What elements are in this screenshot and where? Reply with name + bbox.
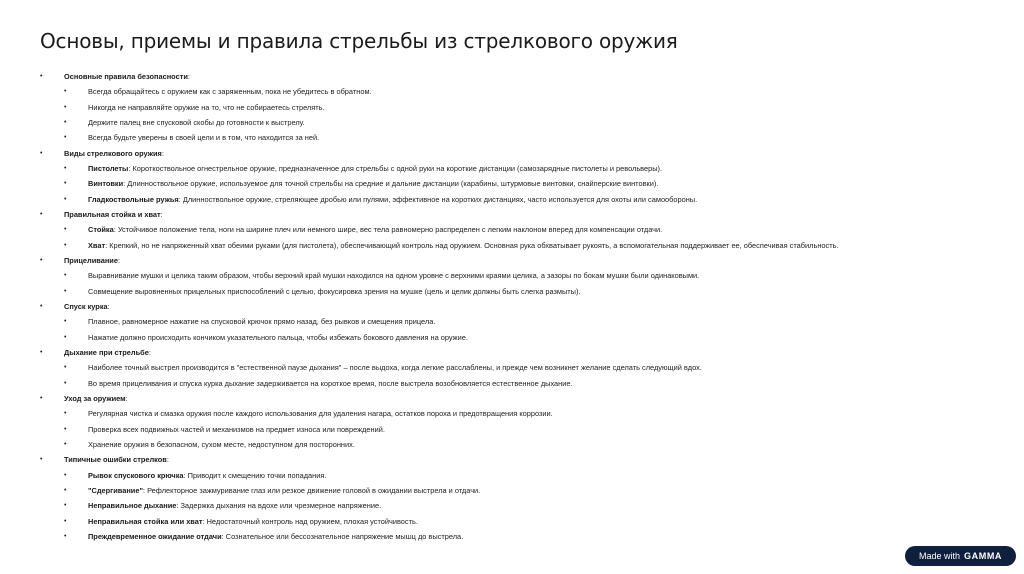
item-body: Задержка дыхания на вдохе или чрезмерное напряжение. — [180, 501, 382, 511]
made-with-gamma-badge[interactable] — [905, 546, 1016, 566]
list-item — [0, 483, 1024, 498]
section-heading-item — [0, 69, 1024, 84]
bullet-icon: • — [64, 118, 67, 126]
bullet-icon: • — [40, 256, 43, 264]
section-heading — [64, 299, 110, 314]
section-heading-label: Типичные ошибки стрелков — [64, 455, 167, 465]
section-heading — [64, 345, 151, 360]
heading-colon: : — [161, 148, 164, 158]
list-item — [0, 268, 1024, 283]
section-heading-item — [0, 452, 1024, 467]
item-body: Короткоствольное огнестрельное оружие, предназначенное для стрельбы с одной руки на короткие дистанции (самозарядные пистолеты и револьверы). — [132, 163, 663, 173]
bullet-icon: • — [64, 318, 67, 326]
bullet-icon: • — [64, 164, 67, 172]
section-heading-item — [0, 253, 1024, 268]
list-item — [0, 529, 1024, 544]
item-body: Выравнивание мушки и целика таким образом, чтобы верхний край мушки находился на одном уровне с верхними краями целика, а зазоры по бокам мушки были одинаковыми. — [88, 271, 700, 281]
bullet-icon: • — [40, 302, 43, 310]
section-heading — [64, 207, 163, 222]
bullet-icon: • — [64, 180, 67, 188]
item-body: Проверка всех подвижных частей и механизмов на предмет износа или повреждений. — [88, 424, 385, 434]
item-colon: : — [142, 485, 148, 495]
item-body: Держите палец вне спусковой скобы до готовности к выстрелу. — [88, 117, 305, 127]
item-body: Устойчивое положение тела, ноги на ширине плеч или немного шире, вес тела равномерно распределен с легким наклоном вперед для компенсации отдачи. — [117, 225, 663, 235]
list-item — [0, 422, 1024, 437]
list-item-text — [88, 468, 326, 483]
bullet-icon: • — [64, 486, 67, 494]
list-item-text — [88, 498, 381, 513]
section-heading-item — [0, 391, 1024, 406]
list-item-text — [88, 192, 697, 207]
item-body: Во время прицеливания и спуска курка дыхание задерживается на короткое время, после выстрела возобновляется естественное дыхание. — [88, 378, 573, 388]
heading-colon: : — [148, 347, 151, 357]
heading-colon: : — [166, 455, 169, 465]
list-item-text — [88, 376, 573, 391]
bullet-icon: • — [40, 149, 43, 157]
heading-colon: : — [160, 209, 163, 219]
bullet-icon: • — [64, 502, 67, 510]
list-item-text — [88, 314, 435, 329]
list-item-text — [88, 100, 325, 115]
item-body: Никогда не направляйте оружие на то, что не собираетесь стрелять. — [88, 102, 325, 112]
list-item-text — [88, 161, 662, 176]
heading-colon: : — [187, 72, 190, 81]
list-item — [0, 360, 1024, 375]
list-item-text — [88, 330, 468, 345]
section-heading-label: Правильная стойка и хват — [64, 209, 161, 219]
item-colon: : — [178, 194, 183, 204]
section-heading-label: Основные правила безопасности — [64, 72, 188, 81]
bullet-icon: • — [64, 379, 67, 387]
bullet-icon: • — [40, 73, 43, 80]
list-item-text — [88, 422, 385, 437]
heading-colon: : — [125, 393, 128, 403]
item-colon: : — [202, 516, 207, 526]
bullet-icon: • — [64, 425, 67, 433]
item-colon: : — [176, 501, 181, 511]
section-heading-label: Дыхание при стрельбе — [64, 347, 149, 357]
bullet-icon: • — [64, 440, 67, 448]
list-item — [0, 84, 1024, 99]
list-item — [0, 498, 1024, 513]
heading-colon: : — [117, 255, 120, 265]
bullet-icon: • — [64, 134, 67, 142]
list-item-text — [88, 529, 463, 544]
list-item — [0, 314, 1024, 329]
item-body: Нажатие должно происходить кончиком указательного пальца, чтобы избежать бокового давления на оружие. — [88, 332, 468, 342]
bullet-icon: • — [64, 364, 67, 372]
bullet-icon: • — [40, 394, 43, 402]
list-item-text — [88, 483, 480, 498]
list-item — [0, 514, 1024, 529]
item-body: Рефлекторное зажмуривание глаз или резкое движение головой в ожидании выстрела и отдачи. — [147, 485, 481, 495]
item-colon: : — [128, 163, 133, 173]
item-body: Длинноствольное оружие, стреляющее дробью или пулями, эффективное на коротких дистанциях, часто используется для охоты или самообороны. — [182, 194, 698, 204]
item-body: Недостаточный контроль над оружием, плохая устойчивость. — [206, 516, 418, 526]
list-item-text — [88, 84, 372, 99]
list-item — [0, 468, 1024, 483]
bullet-icon: • — [40, 210, 43, 218]
list-item — [0, 192, 1024, 207]
bullet-icon: • — [64, 88, 67, 96]
list-item-text — [88, 176, 658, 191]
list-item-text — [88, 437, 355, 452]
section-heading-label: Виды стрелкового оружия — [64, 148, 162, 158]
section-heading — [64, 146, 164, 161]
section-heading — [64, 452, 169, 467]
bullet-icon: • — [64, 226, 67, 234]
bullet-icon: • — [40, 456, 43, 464]
item-label: Стойка — [88, 225, 114, 235]
page-title: Основы, приемы и правила стрельбы из стрелкового оружия — [40, 29, 678, 53]
list-item-text — [88, 284, 581, 299]
item-label: Рывок спускового крючка — [88, 470, 184, 480]
item-body: Хранение оружия в безопасном, сухом месте, недоступном для посторонних. — [88, 439, 355, 449]
item-label: Неправильная стойка или хват — [88, 516, 203, 526]
item-label: Пистолеты — [88, 163, 129, 173]
item-body: Совмещение выровненных прицельных приспособлений с целью, фокусировка зрения на мушке (цель и целик должны быть слегка размыты). — [88, 286, 581, 296]
item-body: Крепкий, но не напряженный хват обеими руками (для пистолета), обеспечивающий контроль над оружием. Основная рука обхватывает рукоять, а вспомогательная поддерживает ее, обеспечивая стабильность. — [109, 240, 839, 250]
section-heading-label: Прицеливание — [64, 255, 118, 265]
section-heading-label: Уход за оружием — [64, 393, 126, 403]
list-item-text — [88, 130, 319, 145]
bullet-icon: • — [64, 532, 67, 540]
list-item-text — [88, 222, 662, 237]
item-body: Плавное, равномерное нажатие на спусковой крючок прямо назад, без рывков и смещения прицела. — [88, 317, 436, 327]
list-item-text — [88, 360, 702, 375]
list-item — [0, 115, 1024, 130]
item-body: Приводит к смещению точки попадания. — [187, 470, 327, 480]
bullet-icon: • — [64, 471, 67, 479]
section-heading — [64, 69, 190, 84]
bullet-icon: • — [64, 287, 67, 295]
list-item — [0, 161, 1024, 176]
item-label: "Сдергивание" — [88, 485, 143, 495]
section-heading-item — [0, 207, 1024, 222]
bullet-icon: • — [64, 333, 67, 341]
outline-list — [0, 69, 1024, 544]
heading-colon: : — [107, 301, 110, 311]
item-colon: : — [183, 470, 188, 480]
bullet-icon: • — [64, 241, 67, 249]
item-body: Всегда будьте уверены в своей цели и в том, что находится за ней. — [88, 133, 320, 143]
list-item — [0, 176, 1024, 191]
item-colon: : — [113, 225, 118, 235]
section-heading-item — [0, 146, 1024, 161]
bullet-icon: • — [64, 195, 67, 203]
item-body: Сознательное или бессознательное напряжение мышц до выстрела. — [225, 531, 464, 541]
item-colon: : — [105, 240, 110, 250]
item-label: Хват — [88, 240, 106, 250]
item-label: Гладкоствольные ружья — [88, 194, 179, 204]
gamma-logo: GAMMA — [964, 551, 1003, 561]
section-heading — [64, 391, 128, 406]
item-body: Всегда обращайтесь с оружием как с заряженным, пока не убедитесь в обратном. — [88, 87, 372, 97]
bullet-icon: • — [40, 348, 43, 356]
section-heading-item — [0, 299, 1024, 314]
item-colon: : — [221, 531, 226, 541]
section-heading-label: Спуск курка — [64, 301, 108, 311]
list-item-text — [88, 238, 839, 253]
list-item — [0, 284, 1024, 299]
list-item-text — [88, 406, 553, 421]
list-item — [0, 100, 1024, 115]
list-item — [0, 406, 1024, 421]
badge-prefix: Made with — [918, 551, 961, 561]
section-heading — [64, 253, 120, 268]
item-colon: : — [123, 179, 128, 189]
item-label: Винтовки — [88, 179, 124, 189]
bullet-icon: • — [64, 272, 67, 280]
list-item — [0, 330, 1024, 345]
bullet-icon: • — [64, 517, 67, 525]
item-label: Неправильное дыхание — [88, 501, 177, 511]
list-item — [0, 238, 1024, 253]
section-heading-item — [0, 345, 1024, 360]
item-label: Преждевременное ожидание отдачи — [88, 531, 222, 541]
item-body: Длинноствольное оружие, используемое для точной стрельбы на средние и дальние дистанции (карабины, штурмовые винтовки, снайперские винтовки). — [127, 179, 659, 189]
list-item — [0, 130, 1024, 145]
list-item-text — [88, 514, 418, 529]
list-item — [0, 222, 1024, 237]
list-item — [0, 376, 1024, 391]
list-item-text — [88, 268, 699, 283]
list-item-text — [88, 115, 305, 130]
item-body: Регулярная чистка и смазка оружия после каждого использования для удаления нагара, остатков пороха и предотвращения коррозии. — [88, 409, 553, 419]
bullet-icon: • — [64, 103, 67, 111]
list-item — [0, 437, 1024, 452]
bullet-icon: • — [64, 410, 67, 418]
item-body: Наиболее точный выстрел производится в "естественной паузе дыхания" – после выдоха, когда легкие расслаблены, и прежде чем возникнет желание сделать следующий вдох. — [88, 363, 702, 373]
